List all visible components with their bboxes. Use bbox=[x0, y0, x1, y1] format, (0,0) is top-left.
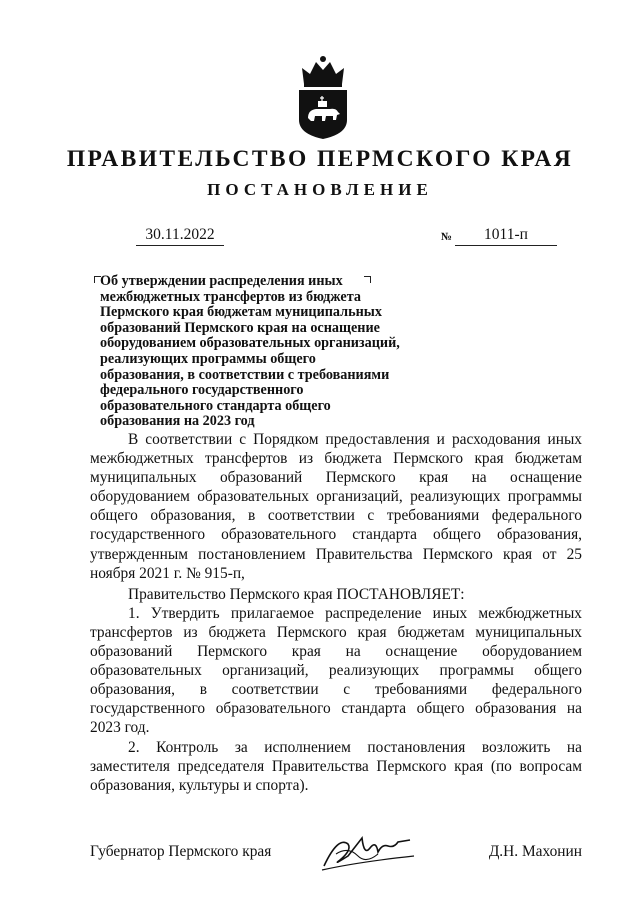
clause-1-paragraph: 1. Утвердить прилагаемое распределение иных межбюджетных трансфертов из бюджета Пермского края бюджетам муниципальных образований Пермского края на оснащение оборудованием образовательных организаций, реализующих программы общего образования, в соответствии с требованиями федерального государственного образовательного стандарта общего образования на 2023 год. bbox=[90, 604, 582, 737]
preamble-paragraph: В соответствии с Порядком предоставления и расходования иных межбюджетных трансфертов из бюджета Пермского края бюджетам муниципальных образований Пермского края на оснащение оборудованием образовательных организаций, реализующих программы общего образования, в соответствии с требованиями федерального государственного образовательного стандарта общего образования, утвержденным постановлением Правительства Пермского края от 25 ноября 2021 г. № 915-п, bbox=[90, 431, 582, 582]
perm-krai-coat-of-arms-icon bbox=[296, 54, 350, 140]
clause-2-paragraph: 2. Контроль за исполнением постановления возложить на заместителя председателя Правительства Пермского края (по вопросам образования, культуры и спорта). bbox=[90, 738, 582, 794]
handwritten-signature bbox=[318, 826, 418, 876]
signatory-position: Губернатор Пермского края bbox=[90, 843, 272, 860]
resolves-paragraph: Правительство Пермского края ПОСТАНОВЛЯЕТ: bbox=[128, 585, 465, 603]
document-type-heading: ПОСТАНОВЛЕНИЕ bbox=[207, 180, 433, 199]
document-body bbox=[90, 430, 582, 795]
document-title: Об утверждении распределения иных межбюджетных трансфертов из бюджета Пермского края бюджетам муниципальных образований Пермского края на оснащение оборудованием образовательных организаций, реализующих программы общего образования, в соответствии с требованиями федерального государственного образовательного стандарта общего образования на 2023 год bbox=[100, 273, 400, 430]
document-number: 1011-п bbox=[455, 226, 557, 246]
number-sign: № bbox=[441, 231, 453, 243]
government-heading: ПРАВИТЕЛЬСТВО ПЕРМСКОГО КРАЯ bbox=[66, 146, 574, 172]
document-date: 30.11.2022 bbox=[136, 226, 224, 246]
signatory-name: Д.Н. Махонин bbox=[488, 843, 582, 860]
